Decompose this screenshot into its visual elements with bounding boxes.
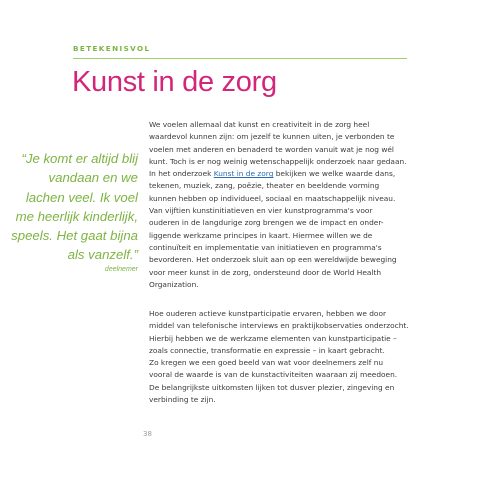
section-divider <box>73 58 407 59</box>
text-fragment: In het onderzoek <box>149 169 214 179</box>
body-paragraph-2 <box>149 308 414 406</box>
text-line: waardevol kunnen zijn: om jezelf te kunnen uiten, je verbonden te <box>149 132 395 142</box>
text-line: Hierbij hebben we de werkzame elementen van kunstparticipatie – <box>149 333 397 343</box>
page-title: Kunst in de zorg <box>72 66 277 98</box>
text-line: zoals connectie, transformatie en expressie – in kaart gebracht. <box>149 345 385 355</box>
quote-source: deelnemer <box>104 266 138 273</box>
page-number: 38 <box>143 430 152 438</box>
text-line: bevorderen. Het onderzoek sluit aan op een wereldwijde beweging <box>149 255 397 265</box>
text-line: Organization. <box>149 279 199 289</box>
text-line: liggende werkzame principes in kaart. Hiermee willen we de <box>149 230 373 240</box>
text-line: De belangrijkste uitkomsten lijken tot dusver plezier, zingeving en <box>149 382 395 392</box>
text-line: Van vijftien kunstinitiatieven en vier kunstprogramma's voor <box>149 206 373 216</box>
text-line: vooral de waarde is van de kunstactiviteiten waaraan zij meedoen. <box>149 370 398 380</box>
text-line: Hoe ouderen actieve kunstparticipatie ervaren, hebben we door <box>149 309 387 318</box>
text-line: verbinding te zijn. <box>149 395 216 405</box>
text-fragment: bekijken we welke waarde dans, <box>273 169 396 179</box>
quote-line: als vanzelf.” <box>67 247 138 263</box>
text-line: voor meer kunst in de zorg, ondersteund door de World Health <box>149 267 382 277</box>
body-paragraph-1 <box>149 119 414 291</box>
quote-line: me heerlijk kinderlijk, <box>15 208 138 224</box>
text-line <box>149 168 414 180</box>
quote-line: lachen veel. Ik voel <box>25 189 138 205</box>
quote-line: vandaan en we <box>48 170 138 186</box>
quote-line: speels. Het gaat bijna <box>11 228 138 244</box>
pull-quote <box>4 149 138 265</box>
text-line: voelen met anderen en benaderd te worden vanuit wat je nog wél <box>149 144 394 154</box>
text-line: Zo kregen we een goed beeld van wat voor deelnemers zelf nu <box>149 358 384 368</box>
text-line: ouderen in de langdurige zorg brengen we de impact en onder- <box>149 218 384 228</box>
section-label: BETEKENISVOL <box>73 44 151 53</box>
kunst-in-de-zorg-link[interactable]: Kunst in de zorg <box>213 169 274 179</box>
quote-line: “Je komt er altijd blij <box>21 151 138 166</box>
text-line: kunt. Toch is er nog weinig wetenschappelijk onderzoek naar gedaan. <box>149 156 407 166</box>
text-line: tekenen, muziek, zang, poëzie, theater en beeldende vorming <box>149 181 380 191</box>
text-line: continuïteit en implementatie van initiatieven en programma's <box>149 242 382 252</box>
text-line: middel van telefonische interviews en praktijkobservaties onderzocht. <box>149 321 409 331</box>
text-line: kunnen hebben op individueel, sociaal en maatschappelijk niveau. <box>149 193 396 203</box>
text-line: We voelen allemaal dat kunst en creativiteit in de zorg heel <box>149 120 370 129</box>
